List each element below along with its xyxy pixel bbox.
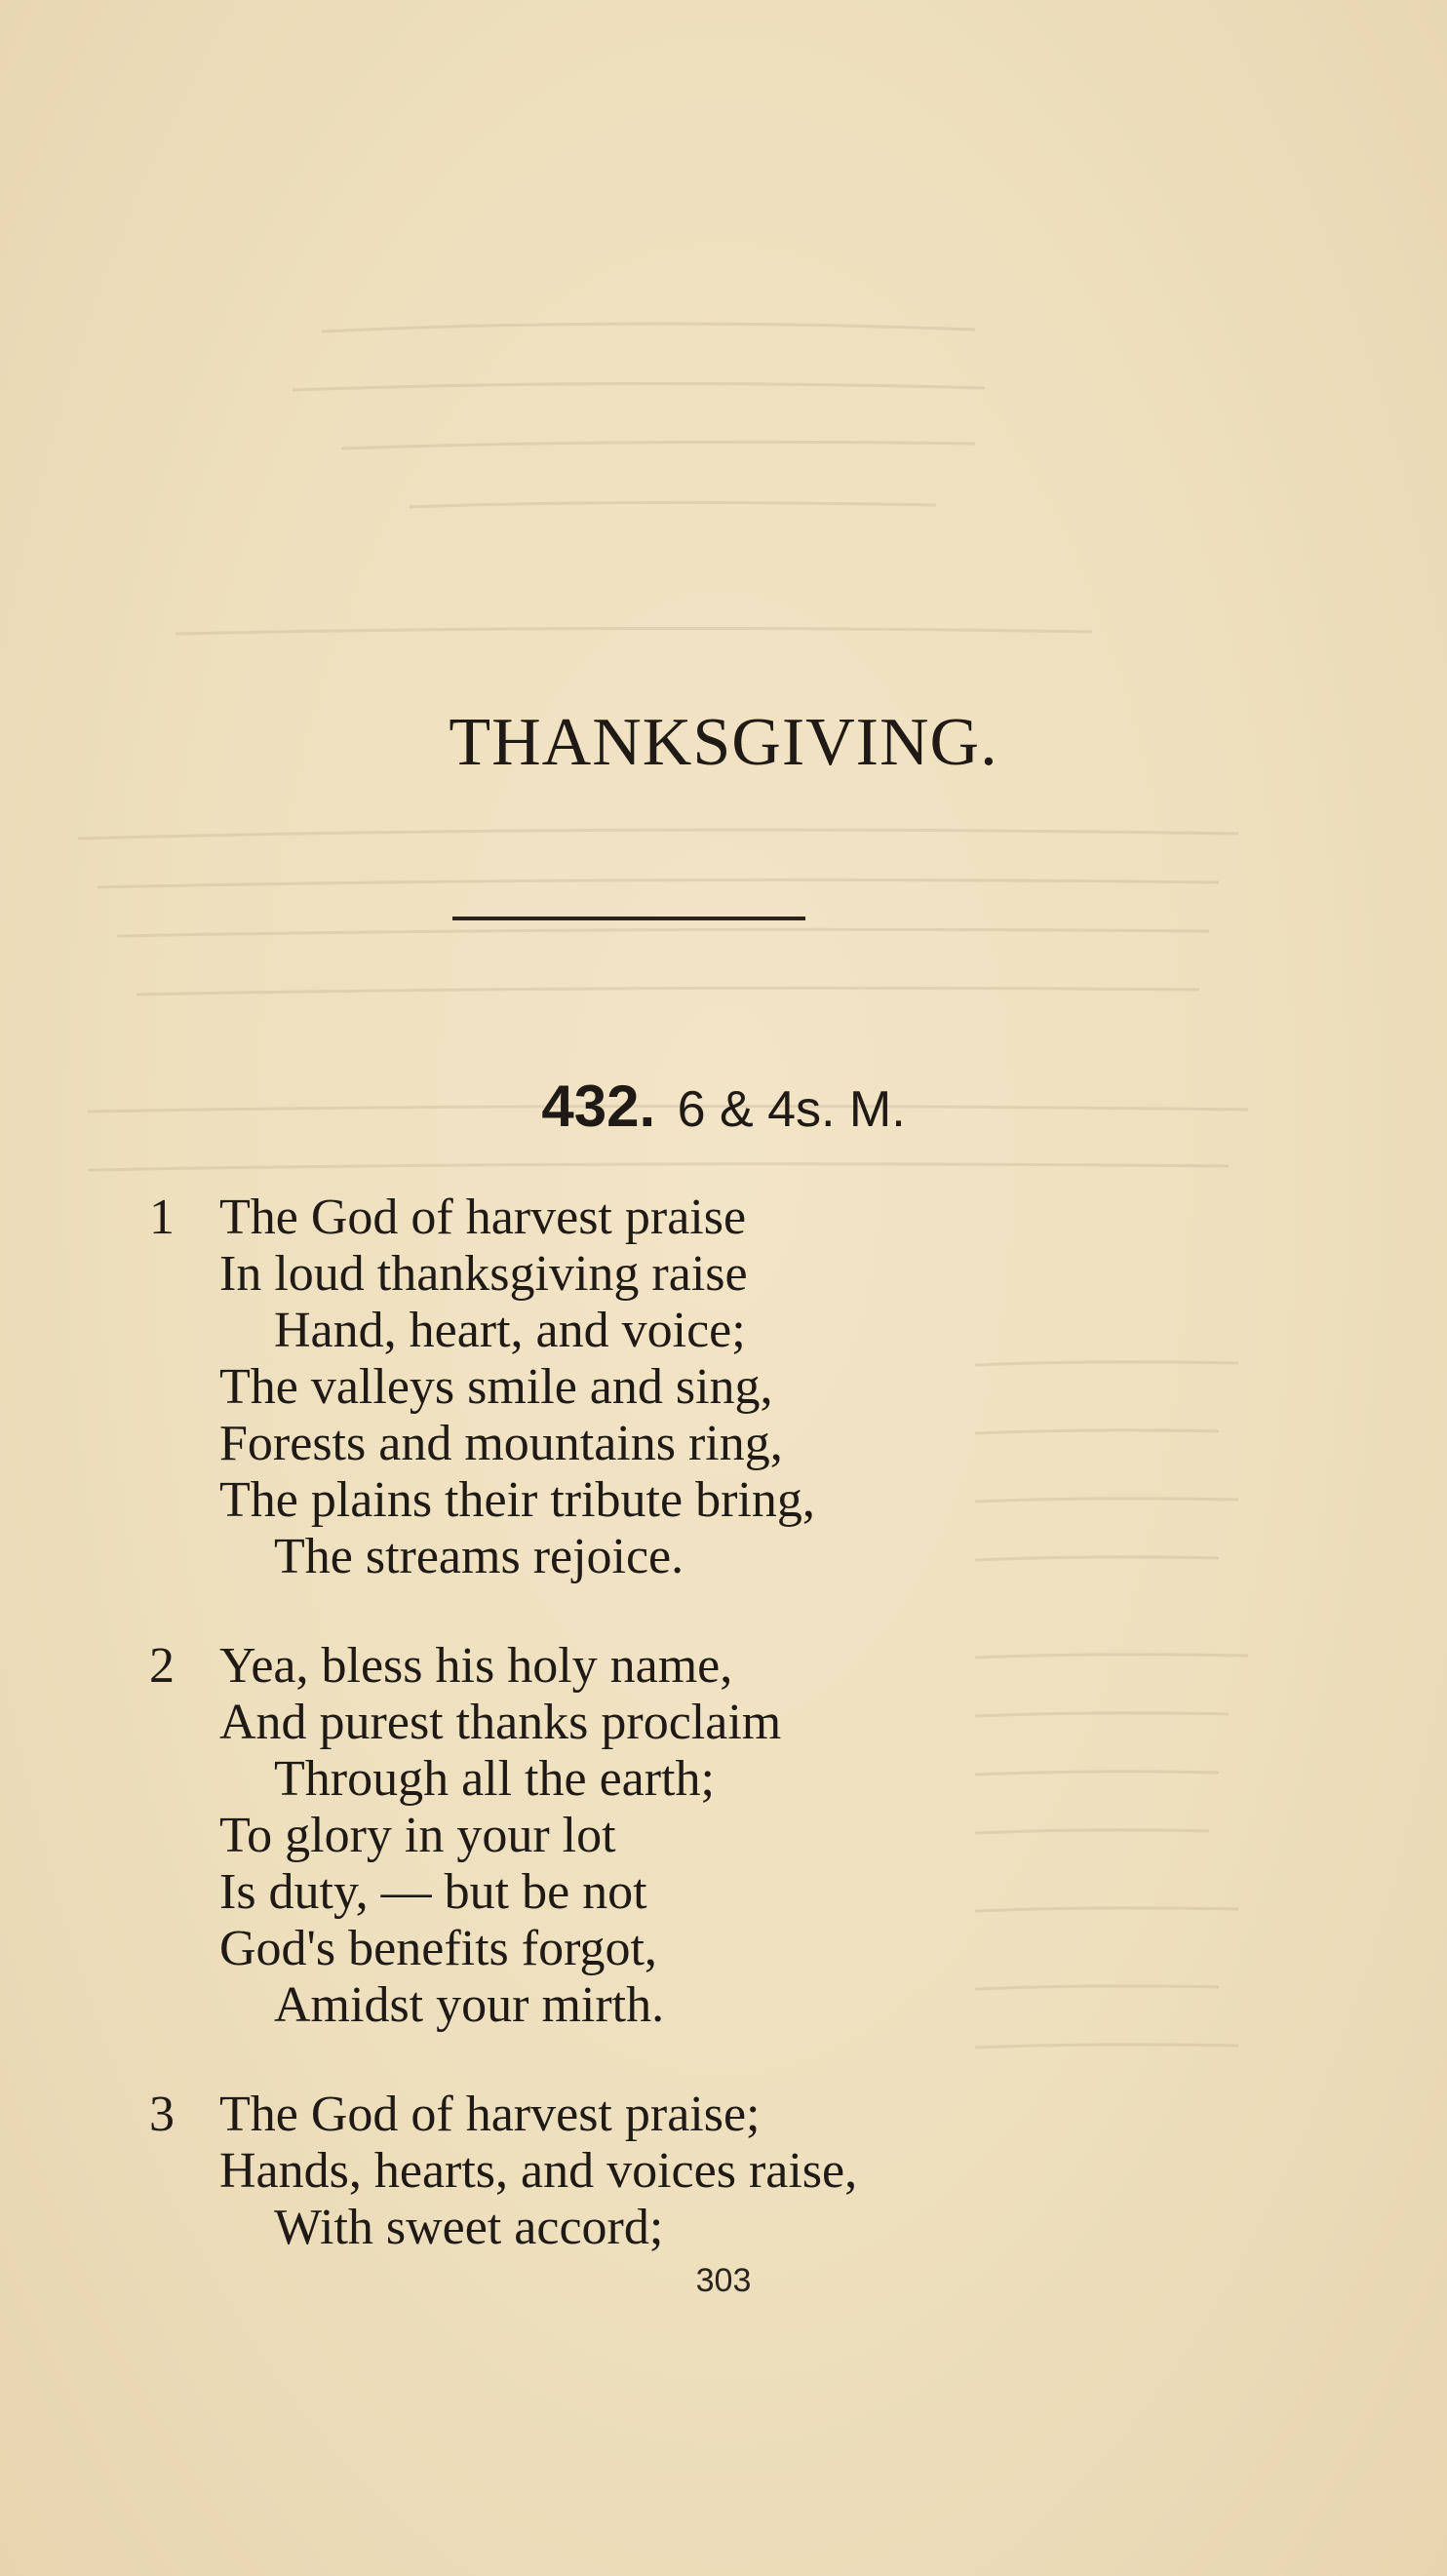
verse-line: The valleys smile and sing,	[219, 1359, 773, 1415]
verse-line: Hand, heart, and voice;	[274, 1303, 746, 1358]
stanza-number: 1	[149, 1190, 175, 1245]
verse-line: And purest thanks proclaim	[219, 1695, 782, 1750]
verse-line: The streams rejoice.	[274, 1529, 684, 1584]
title-rule	[452, 917, 805, 920]
verse-line: Forests and mountains ring,	[219, 1416, 783, 1471]
section-title: THANKSGIVING.	[449, 705, 998, 780]
verse-line: Amidst your mirth.	[274, 1977, 665, 2033]
verse-line: Yea, bless his holy name,	[219, 1638, 733, 1694]
hymn-meter: 6 & 4s. M.	[677, 1081, 906, 1138]
page-number: 303	[695, 2262, 752, 2299]
verse-line: Is duty, — but be not	[219, 1864, 647, 1920]
verse-line: In loud thanksgiving raise	[219, 1246, 748, 1302]
verse-line: God's benefits forgot,	[219, 1921, 657, 1976]
stanza-number: 2	[149, 1638, 175, 1694]
verse-line: Hands, hearts, and voices raise,	[219, 2143, 858, 2199]
verse-line: The God of harvest praise	[219, 1190, 747, 1245]
stanza-3	[149, 2087, 858, 2256]
verse-line: With sweet accord;	[274, 2200, 664, 2255]
hymn-number: 432.	[541, 1073, 656, 1139]
verse-line: The God of harvest praise;	[219, 2087, 761, 2142]
stanza-1	[149, 1190, 815, 1585]
verse-line: Through all the earth;	[274, 1751, 715, 1807]
verse-line: The plains their tribute bring,	[219, 1472, 815, 1528]
hymn-heading	[0, 1073, 1447, 1140]
stanza-number: 3	[149, 2087, 175, 2142]
stanza-2	[149, 1638, 782, 2034]
verse-line: To glory in your lot	[219, 1808, 616, 1863]
